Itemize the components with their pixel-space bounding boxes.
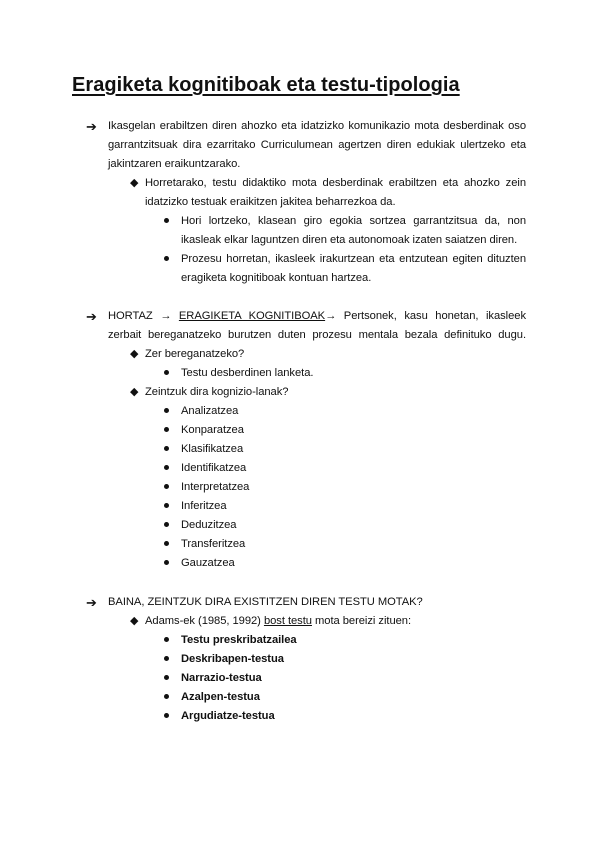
answer-1: Testu desberdinen lanketa. (181, 367, 314, 379)
bullet-icon (164, 218, 169, 223)
intro-underlined: bost testu (263, 615, 312, 627)
section-1-bullet-1: Hori lortzeko, klasean giro egokia sortzea garrantzitsua da, non ikasleak elkar laguntzen diren eta autonomoak izaten saiatzen diren. (181, 215, 526, 246)
section-1-subpoint: Horretarako, testu didaktiko mota desberdinak erabiltzen eta ahozko zein idatzizko testuak eraikitzen jakitea beharrezkoa da. (145, 177, 526, 208)
bullet-icon (164, 370, 169, 375)
section-1-bullet-2: Prozesu horretan, ikasleek irakurtzean eta entzutean egiten dituzten eragiketa kognitiboak kontuan hartzea. (181, 253, 526, 284)
bullet-icon (164, 503, 169, 508)
bullet-icon (164, 465, 169, 470)
diamond-icon: ◆ (130, 615, 139, 627)
bullet-icon (164, 541, 169, 546)
task-item: Inferitzea (181, 500, 227, 512)
task-item: Interpretatzea (181, 481, 250, 493)
section-1-text: Ikasgelan erabiltzen diren ahozko eta idatzizko komunikazio mota desberdinak oso garrantzitsuak dira ezarritako Curriculumean agertzen diren edukiak ulertzeko eta jakintzaren eraikuntzarako. (108, 120, 526, 170)
task-item: Analizatzea (181, 405, 239, 417)
bullet-icon (164, 675, 169, 680)
arrow-icon: ➔ (86, 119, 97, 134)
question-2: Zeintzuk dira kognizio-lanak? (145, 386, 289, 398)
cognitive-operations-link: ERAGIKETA KOGNITIBOAK (178, 310, 326, 322)
task-item: Identifikatzea (181, 462, 247, 474)
intro-authors: Adams-ek (1985, 1992) (145, 615, 261, 627)
section-3-heading: BAINA, ZEINTZUK DIRA EXISTITZEN DIREN TESTU MOTAK? (108, 596, 423, 608)
page-title: Eragiketa kognitiboak eta testu-tipologia (72, 74, 460, 96)
diamond-icon: ◆ (130, 177, 139, 189)
bullet-icon (164, 522, 169, 527)
arrow-icon: ➔ (86, 595, 97, 610)
task-item: Transferitzea (181, 538, 246, 550)
text-type-item: Argudiatze-testua (181, 710, 275, 722)
diamond-icon: ◆ (130, 386, 139, 398)
text-type-item: Deskribapen-testua (181, 653, 284, 665)
question-1: Zer bereganatzeko? (145, 348, 245, 360)
diamond-icon: ◆ (130, 348, 139, 360)
bullet-icon (164, 408, 169, 413)
definition-text: Pertsonek, kasu honetan, ikasleek zerbait bereganatzeko burutzen duten prozesu mentala bezala definituko dugu. (108, 310, 526, 341)
arrow-symbol: → (325, 310, 337, 322)
section-2-line-1 (108, 307, 526, 345)
hortaz-label: HORTAZ → (108, 310, 172, 322)
arrow-icon: ➔ (86, 309, 97, 324)
bullet-icon (164, 446, 169, 451)
task-item: Konparatzea (181, 424, 244, 436)
task-item: Klasifikatzea (181, 443, 244, 455)
text-type-item: Testu preskribatzailea (181, 634, 297, 646)
bullet-icon (164, 656, 169, 661)
bullet-icon (164, 256, 169, 261)
bullet-icon (164, 560, 169, 565)
text-type-item: Azalpen-testua (181, 691, 260, 703)
bullet-icon (164, 713, 169, 718)
bullet-icon (164, 484, 169, 489)
bullet-icon (164, 427, 169, 432)
intro-rest: mota bereizi zituen: (315, 615, 412, 627)
bullet-icon (164, 637, 169, 642)
task-item: Gauzatzea (181, 557, 235, 569)
bullet-icon (164, 694, 169, 699)
text-type-item: Narrazio-testua (181, 672, 262, 684)
section-3-intro (145, 612, 411, 631)
task-item: Deduzitzea (181, 519, 237, 531)
